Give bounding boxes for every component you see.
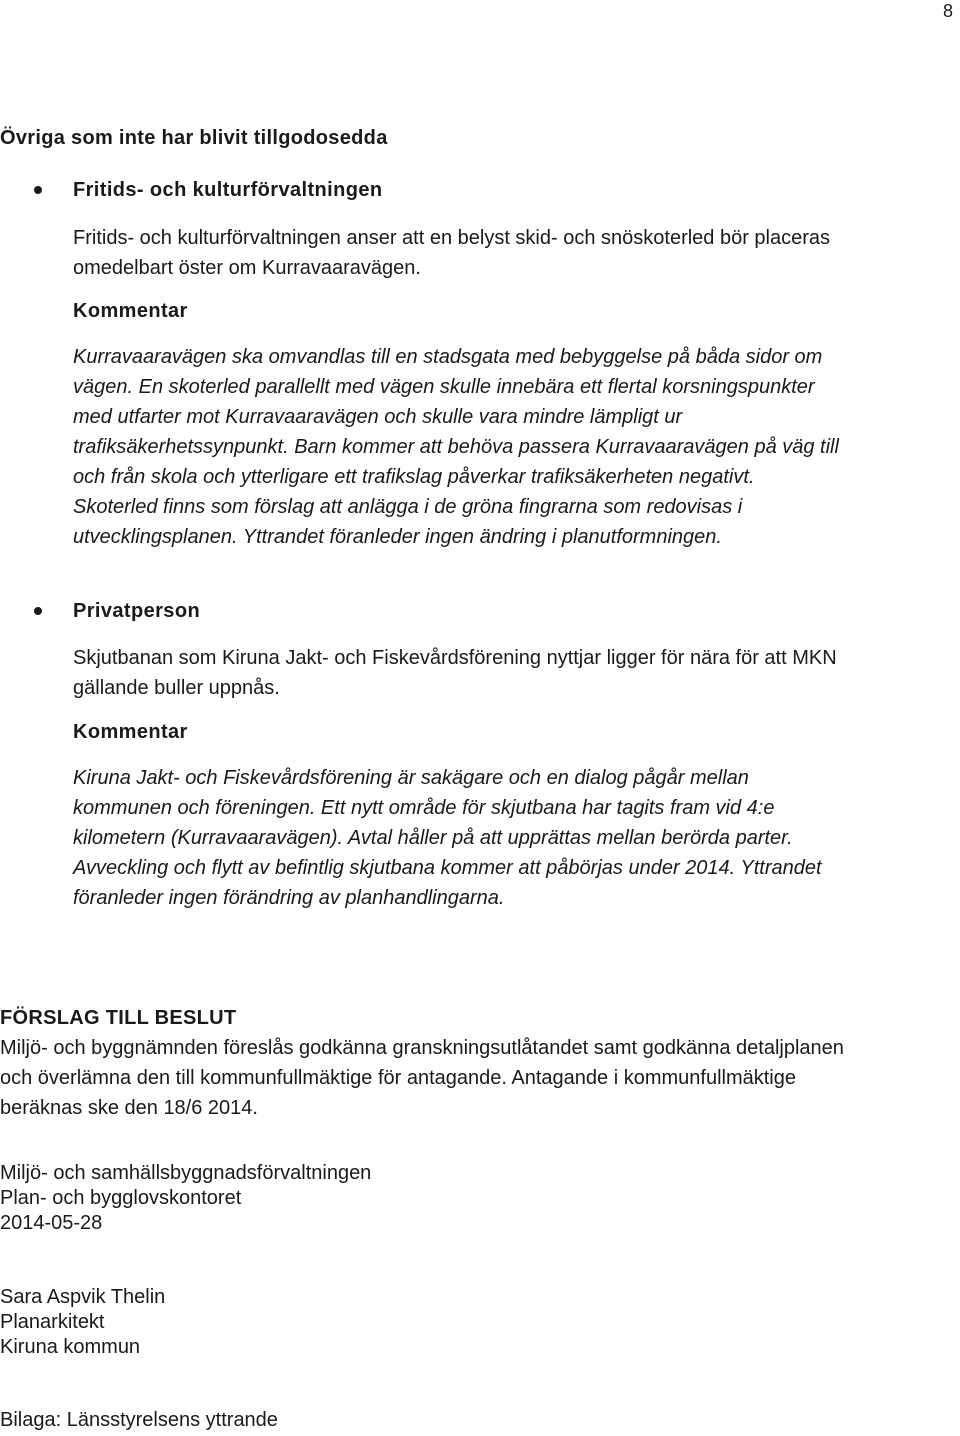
comment-label-text: Kommentar (73, 721, 188, 743)
section-heading: Övriga som inte har blivit tillgodosedda (0, 127, 388, 149)
item-title (73, 175, 843, 205)
beslut-text: Miljö- och byggnämnden föreslås godkänna granskningsutlåtandet samt godkänna detaljplanen och överlämna den till kommunfullmäktige för antagande. Antagande i kommunfullmäktige beräknas ske den 18/6 2014. (0, 1037, 844, 1119)
sender-department: Miljö- och samhällsbyggnadsförvaltningen (0, 1162, 372, 1184)
sender-block (0, 1161, 860, 1236)
bullet-icon (34, 186, 42, 194)
sender-date: 2014-05-28 (0, 1212, 103, 1234)
comment-text: Kiruna Jakt- och Fiskevårdsförening är sakägare och en dialog pågår mellan kommunen och föreningen. Ett nytt område för skjutbana har tagits fram vid 4:e kilometern (Kurravaaravägen). Avtal håller på att upprättas mellan berörda parter. Avveckling och flytt av befintlig skjutbana kommer att påbörjas under 2014. Yttrandet föranleder ingen förändring av planhandlingarna. (73, 767, 822, 909)
bullet-icon (34, 607, 42, 615)
item-title-text: Privatperson (73, 600, 201, 622)
signature-role: Planarkitekt (0, 1311, 105, 1333)
signature-block (0, 1285, 860, 1360)
comment-label (73, 717, 843, 747)
attachment-note: Bilaga: Länsstyrelsens yttrande (0, 1409, 278, 1431)
sender-office: Plan- och bygglovskontoret (0, 1187, 242, 1209)
signature-org: Kiruna kommun (0, 1336, 141, 1358)
item-title-text: Fritids- och kulturförvaltningen (73, 179, 383, 201)
comment-label (73, 296, 843, 326)
item-body: Skjutbanan som Kiruna Jakt- och Fiskevårdsförening nyttjar ligger för nära för att MKN gällande buller uppnås. (73, 647, 837, 699)
signature-name: Sara Aspvik Thelin (0, 1286, 166, 1308)
item-body: Fritids- och kulturförvaltningen anser att en belyst skid- och snöskoterled bör placeras omedelbart öster om Kurravaaravägen. (73, 227, 831, 279)
comment-text: Kurravaaravägen ska omvandlas till en stadsgata med bebyggelse på båda sidor om vägen. En skoterled parallellt med vägen skulle innebära ett flertal korsningspunkter med utfarter mot Kurravaaravägen och skulle vara mindre lämpligt ur trafiksäkerhetssynpunkt. Barn kommer att behöva passera Kurravaaravägen på väg till och från skola och ytterligare ett trafikslag påverkar trafiksäkerheten negativt. Skoterled finns som förslag att anlägga i de gröna fingrarna som redovisas i utvecklingsplanen. Yttrandet föranleder ingen ändring i planutformningen. (73, 346, 839, 548)
beslut-heading: FÖRSLAG TILL BESLUT (0, 1007, 237, 1029)
page-number: 8 (942, 1, 953, 21)
item-title (73, 596, 843, 626)
comment-label-text: Kommentar (73, 300, 188, 322)
